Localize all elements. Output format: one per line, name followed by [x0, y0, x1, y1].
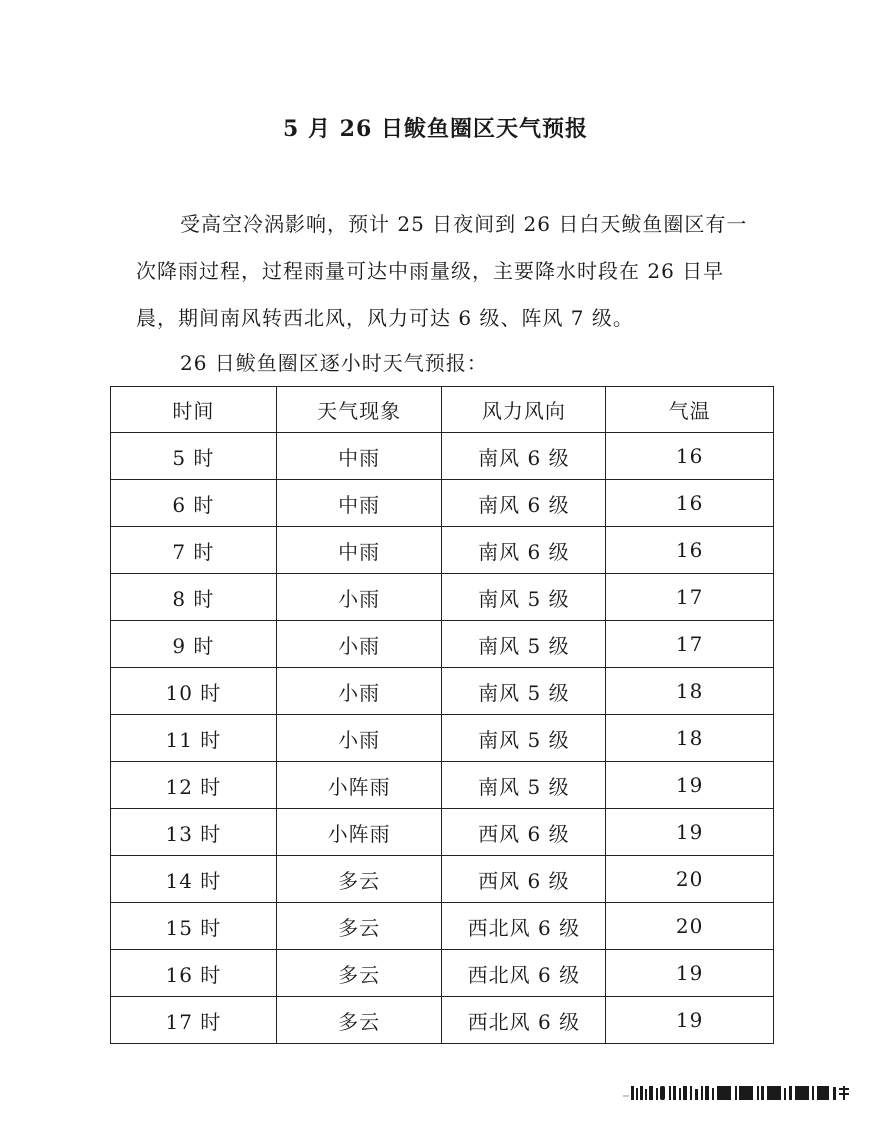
table-row [111, 480, 774, 527]
cell-weather: 小雨 [276, 621, 442, 668]
cell-temperature: 18 [606, 668, 774, 715]
header-weather: 天气现象 [276, 387, 442, 433]
document-title: 5 月 26 日鲅鱼圈区天气预报 [283, 116, 588, 142]
cell-wind: 南风 5 级 [442, 668, 606, 715]
cell-time: 6 时 [111, 480, 277, 527]
cell-weather: 小雨 [276, 574, 442, 621]
cell-wind: 西北风 6 级 [442, 997, 606, 1044]
cell-weather: 中雨 [276, 527, 442, 574]
table-header-row [111, 387, 774, 433]
cell-wind: 西风 6 级 [442, 856, 606, 903]
cell-weather: 多云 [276, 997, 442, 1044]
table-row [111, 574, 774, 621]
cell-time: 12 时 [111, 762, 277, 809]
cell-wind: 南风 5 级 [442, 715, 606, 762]
table-row [111, 433, 774, 480]
cell-wind: 南风 6 级 [442, 527, 606, 574]
header-temperature: 气温 [606, 387, 774, 433]
barcode-watermark-icon [623, 1083, 863, 1103]
cell-wind: 西北风 6 级 [442, 903, 606, 950]
cell-temperature: 19 [606, 809, 774, 856]
cell-time: 8 时 [111, 574, 277, 621]
cell-temperature: 19 [606, 950, 774, 997]
cell-temperature: 18 [606, 715, 774, 762]
cell-weather: 中雨 [276, 480, 442, 527]
cell-time: 10 时 [111, 668, 277, 715]
hourly-forecast-table [110, 386, 774, 1044]
cell-time: 13 时 [111, 809, 277, 856]
cell-weather: 多云 [276, 950, 442, 997]
cell-wind: 南风 6 级 [442, 480, 606, 527]
cell-wind: 西风 6 级 [442, 809, 606, 856]
table-row [111, 856, 774, 903]
table-row [111, 997, 774, 1044]
cell-wind: 南风 5 级 [442, 621, 606, 668]
cell-time: 17 时 [111, 997, 277, 1044]
cell-time: 16 时 [111, 950, 277, 997]
cell-temperature: 20 [606, 903, 774, 950]
forecast-summary-paragraph: 受高空冷涡影响，预计 25 日夜间到 26 日白天鲅鱼圈区有一次降雨过程，过程雨量可达中雨量级，主要降水时段在 26 日早晨，期间南风转西北风，风力可达 6 级、阵风 7 级。 [136, 212, 748, 330]
table-row [111, 621, 774, 668]
cell-temperature: 16 [606, 433, 774, 480]
cell-wind: 南风 6 级 [442, 433, 606, 480]
cell-temperature: 19 [606, 762, 774, 809]
cell-weather: 小雨 [276, 715, 442, 762]
cell-time: 7 时 [111, 527, 277, 574]
cell-time: 5 时 [111, 433, 277, 480]
header-time: 时间 [111, 387, 277, 433]
table-row [111, 762, 774, 809]
table-row [111, 809, 774, 856]
cell-temperature: 17 [606, 621, 774, 668]
cell-weather: 小阵雨 [276, 762, 442, 809]
table-row [111, 527, 774, 574]
cell-weather: 小阵雨 [276, 809, 442, 856]
header-wind: 风力风向 [442, 387, 606, 433]
table-intro-text: 26 日鲅鱼圈区逐小时天气预报： [180, 351, 488, 375]
cell-wind: 南风 5 级 [442, 574, 606, 621]
table-row [111, 715, 774, 762]
cell-weather: 中雨 [276, 433, 442, 480]
cell-temperature: 16 [606, 527, 774, 574]
cell-weather: 多云 [276, 903, 442, 950]
cell-temperature: 20 [606, 856, 774, 903]
cell-time: 14 时 [111, 856, 277, 903]
cell-weather: 小雨 [276, 668, 442, 715]
cell-weather: 多云 [276, 856, 442, 903]
cell-time: 9 时 [111, 621, 277, 668]
cell-wind: 西北风 6 级 [442, 950, 606, 997]
cell-temperature: 16 [606, 480, 774, 527]
cell-temperature: 17 [606, 574, 774, 621]
cell-time: 15 时 [111, 903, 277, 950]
table-row [111, 668, 774, 715]
cell-time: 11 时 [111, 715, 277, 762]
table-row [111, 903, 774, 950]
table-row [111, 950, 774, 997]
cell-temperature: 19 [606, 997, 774, 1044]
cell-wind: 南风 5 级 [442, 762, 606, 809]
